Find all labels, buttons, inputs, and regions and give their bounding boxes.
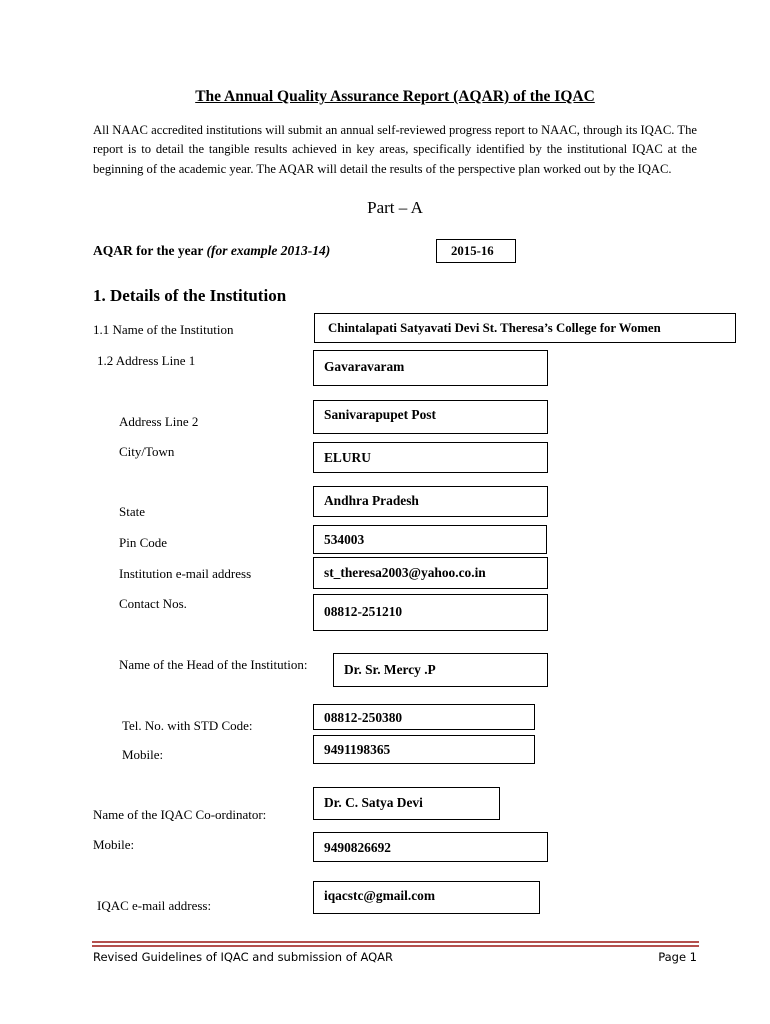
part-heading: Part – A [367,198,423,217]
coordinator-mobile-label: Mobile: [93,837,135,852]
institution-email-label: Institution e-mail address [119,566,252,581]
iqac-email-label: IQAC e-mail address: [97,898,212,913]
address-line1-label: 1.2 Address Line 1 [97,353,196,368]
institution-name-label: 1.1 Name of the Institution [93,322,234,337]
document-title: The Annual Quality Assurance Report (AQAR) of the IQAC [195,88,595,105]
aqar-year-example: (for example 2013-14) [206,243,331,258]
coordinator-field[interactable]: Dr. C. Satya Devi [313,787,500,820]
coordinator-mobile-field[interactable]: 9490826692 [313,832,548,862]
state-field[interactable]: Andhra Pradesh [313,486,548,517]
city-label: City/Town [119,444,175,459]
contact-field[interactable]: 08812-251210 [313,594,548,631]
tel-label: Tel. No. with STD Code: [122,718,253,733]
aqar-year-label: AQAR for the year (for example 2013-14) [93,243,331,258]
state-label: State [119,504,145,519]
coordinator-label: Name of the IQAC Co-ordinator: [93,807,267,822]
address-line2-label: Address Line 2 [119,414,199,429]
address-line1-field[interactable]: Gavaravaram [313,350,548,386]
head-name-field[interactable]: Dr. Sr. Mercy .P [333,653,548,687]
tel-field[interactable]: 08812-250380 [313,704,535,730]
iqac-email-field[interactable]: iqacstc@gmail.com [313,881,540,914]
page-number: Page 1 [658,950,697,964]
pin-code-field[interactable]: 534003 [313,525,547,554]
city-field[interactable]: ELURU [313,442,548,473]
address-line2-field[interactable]: Sanivarapupet Post [313,400,548,434]
footer-text: Revised Guidelines of IQAC and submission of AQAR [93,950,394,964]
head-mobile-label: Mobile: [122,747,164,762]
section-heading: 1. Details of the Institution [93,286,287,305]
head-mobile-field[interactable]: 9491198365 [313,735,535,764]
institution-email-field[interactable]: st_theresa2003@yahoo.co.in [313,557,548,589]
aqar-year-field[interactable]: 2015-16 [436,239,516,263]
footer-rule-top [92,941,699,943]
footer-rule-bottom [92,945,699,947]
institution-name-field[interactable]: Chintalapati Satyavati Devi St. Theresa’s College for Women [314,313,736,343]
head-label: Name of the Head of the Institution: [119,657,308,672]
pin-code-label: Pin Code [119,535,168,550]
contact-label: Contact Nos. [119,596,187,611]
intro-paragraph: All NAAC accredited institutions will submit an annual self-reviewed progress report to NAAC, through its IQAC. The report is to detail the tangible results achieved in key areas, specifically identified by the institutional IQAC at the beginning of the academic year. The AQAR will detail the results of the perspective plan worked out by the IQAC. [93,123,697,176]
